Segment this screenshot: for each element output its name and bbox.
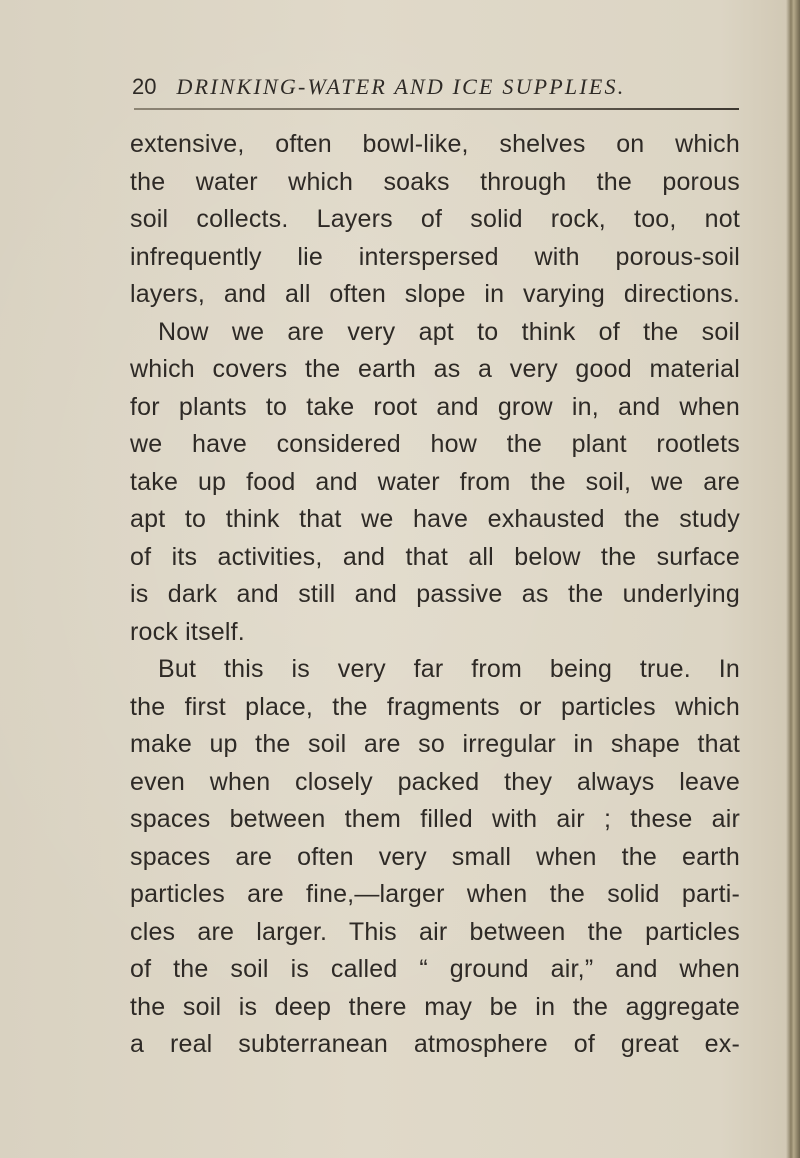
text-line: apt to think that we have exhausted the study: [130, 505, 740, 533]
text-line: of the soil is called “ ground air,” and when: [130, 955, 740, 983]
header-rule: [134, 108, 739, 110]
page-number: 20: [132, 74, 157, 99]
text-line: particles are fine,—larger when the solid parti-: [130, 880, 740, 908]
text-line: is dark and still and passive as the underlying: [130, 580, 740, 608]
body-text: [130, 126, 740, 1064]
running-header: [132, 74, 742, 104]
text-line: infrequently lie interspersed with porous-soil: [130, 242, 740, 271]
text-line: spaces are often very small when the earth: [130, 842, 740, 871]
text-line: even when closely packed they always leave: [130, 767, 740, 796]
text-line: which covers the earth as a very good material: [130, 355, 740, 383]
running-title: DRINKING-WATER AND ICE SUPPLIES.: [176, 74, 626, 99]
text-line: the soil is deep there may be in the aggregate: [130, 992, 740, 1021]
text-line: soil collects. Layers of solid rock, too, not: [130, 205, 740, 233]
text-line: layers, and all often slope in varying directions.: [130, 280, 740, 308]
text-line: spaces between them filled with air ; these air: [130, 805, 740, 833]
text-line: the water which soaks through the porous: [130, 167, 740, 196]
text-line: of its activities, and that all below the surface: [130, 542, 740, 571]
text-line: take up food and water from the soil, we are: [130, 467, 740, 496]
text-line: make up the soil are so irregular in shape that: [130, 730, 740, 758]
paragraph-start-line: But this is very far from being true. In: [158, 655, 740, 683]
text-line: cles are larger. This air between the particles: [130, 917, 740, 946]
text-line: we have considered how the plant rootlets: [130, 430, 740, 458]
paragraph-start-line: Now we are very apt to think of the soil: [158, 317, 740, 346]
text-line: for plants to take root and grow in, and when: [130, 392, 740, 421]
text-line: the first place, the fragments or particles which: [130, 692, 740, 721]
text-line: a real subterranean atmosphere of great ex-: [130, 1030, 740, 1058]
page-edge: [786, 0, 800, 1158]
paragraph-end-line: rock itself.: [130, 617, 245, 646]
text-line: extensive, often bowl-like, shelves on which: [130, 130, 740, 158]
